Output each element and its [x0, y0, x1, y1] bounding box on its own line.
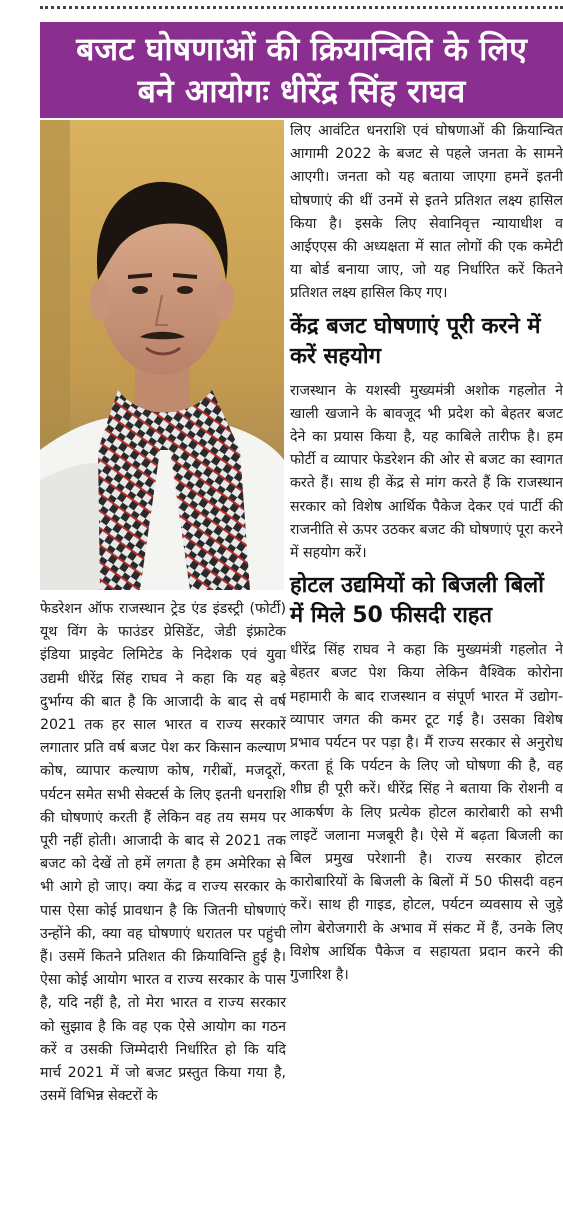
right-column: [290, 120, 563, 987]
portrait-photo: [40, 120, 284, 590]
body-paragraph: धीरेंद्र सिंह राघव ने कहा कि मुख्यमंत्री गहलोत ने बेहतर बजट पेश किया लेकिन वैश्विक कोरोना महामारी के बाद राजस्थान व संपूर्ण भारत में उद्योग-व्यापार जगत की कमर टूट गई है। उसका विशेष प्रभाव पर्यटन पर पड़ा है। मैं राज्य सरकार से अनुरोध करता हूं कि पर्यटन के लिए जो घोषणा की है, वह शीघ्र ही पूरी करें। धीरेंद्र सिंह ने बताया कि रोशनी व आकर्षण के लिए प्रत्येक होटल कारोबारी को सभी लाइटें जलाना मजबूरी है। ऐसे में बढ़ता बिजली का बिल प्रमुख परेशानी है। राज्य सरकार होटल कारोबारियों के बिजली के बिलों में 50 फीसदी वहन करें। साथ ही गाइड, होटल, पर्यटन व्यवसाय से जुड़े लोग बेरोजगारी के अभाव में संकट में हैं, उनके लिए विशेष आर्थिक पैकेज व सहायता प्रदान करने की गुजारिश है।: [290, 642, 563, 984]
body-paragraph: राजस्थान के यशस्वी मुख्यमंत्री अशोक गहलोत ने खाली खजाने के बावजूद भी प्रदेश को बेहतर बजट देने का प्रयास किया है, यह काबिले तारीफ है। हम फोर्टी व व्यापार फेडरेशन की ओर से बजट का स्वागत करते हैं। साथ ही केंद्र से मांग करते हैं कि राजस्थान सरकार को विशेष आर्थिक पैकेज देकर एवं पार्टी की राजनीति से ऊपर उठकर बजट की घोषणाएं पूरा करने में सहयोग करें।: [290, 382, 563, 562]
subheading: होटल उद्यमियों को बिजली बिलों में मिले 50 फीसदी राहत: [290, 573, 544, 629]
body-paragraph: लिए आवंटित धनराशि एवं घोषणाओं की क्रियान्वित आगामी 2022 के बजट से पहले जनता के सामने आएगी। जनता को यह बताया जाएगा हमनें इतनी घोषणाएं की थीं उनमें से इतने प्रतिशत लक्ष्य हासिल किया है। इसके लिए सेवानिवृत्त न्यायाधीश व आईएएस की अध्यक्षता में सात लोगों की एक कमेटी या बोर्ड बनाया जाए, जो यह निर्धारित करें कितने प्रतिशत लक्ष्य हासिल किए गए।: [290, 123, 563, 302]
headline-banner: [40, 22, 563, 118]
top-dotted-rule: [40, 6, 563, 9]
subheading: केंद्र बजट घोषणाएं पूरी करने में करें सहयोग: [290, 313, 541, 369]
body-paragraph: फेडरेशन ऑफ राजस्थान ट्रेड एंड इंडस्ट्री (फोर्टी) यूथ विंग के फाउंडर प्रेसिडेंट, जेडी इंफ्राटेक इंडिया प्राइवेट लिमिटेड के निदेशक एवं युवा उद्यमी धीरेंद्र सिंह राघव ने कहा कि यह बड़े दुर्भाग्य की बात है कि आजादी के बाद से वर्ष 2021 तक हर साल भारत व राज्य सरकारें लगातार प्रति वर्ष बजट पेश कर किसान कल्याण कोष, व्यापार कल्याण कोष, गरीबों, मजदूरों, पर्यटन समेत सभी सेक्टर्स के लिए इतनी धनराशि की घोषणाएं करती हैं लेकिन वह तय समय पर पूरी नहीं होती। आजादी के बाद से 2021 तक बजट को देखें तो हमें लगता है हम अमेरिका से भी आगे हो जाए। क्या केंद्र व राज्य सरकार के पास ऐसा कोई प्रावधान है कि जितनी घोषणाएं उन्होंने की, क्या वह घोषणाएं धरातल पर पहुंची हैं। उसमें कितने प्रतिशत की क्रियाविन्ति हुई है। ऐसा कोई आयोग भारत व राज्य सरकार के पास है, यदि नहीं है, तो मेरा भारत व राज्य सरकार को सुझाव है कि वह एक ऐसे आयोग का गठन करें व उसकी जिम्मेदारी निर्धारित हो कि यदि मार्च 2021 में जो बजट प्रस्तुत किया गया है, उसमें विभिन्न सेक्टरों के: [40, 601, 286, 1105]
left-column: [40, 598, 286, 1108]
headline-line-1: बजट घोषणाओं की क्रियान्विति के लिए: [76, 30, 527, 68]
headline-line-2: बने आयोगः धीरेंद्र सिंह राघव: [137, 72, 466, 110]
